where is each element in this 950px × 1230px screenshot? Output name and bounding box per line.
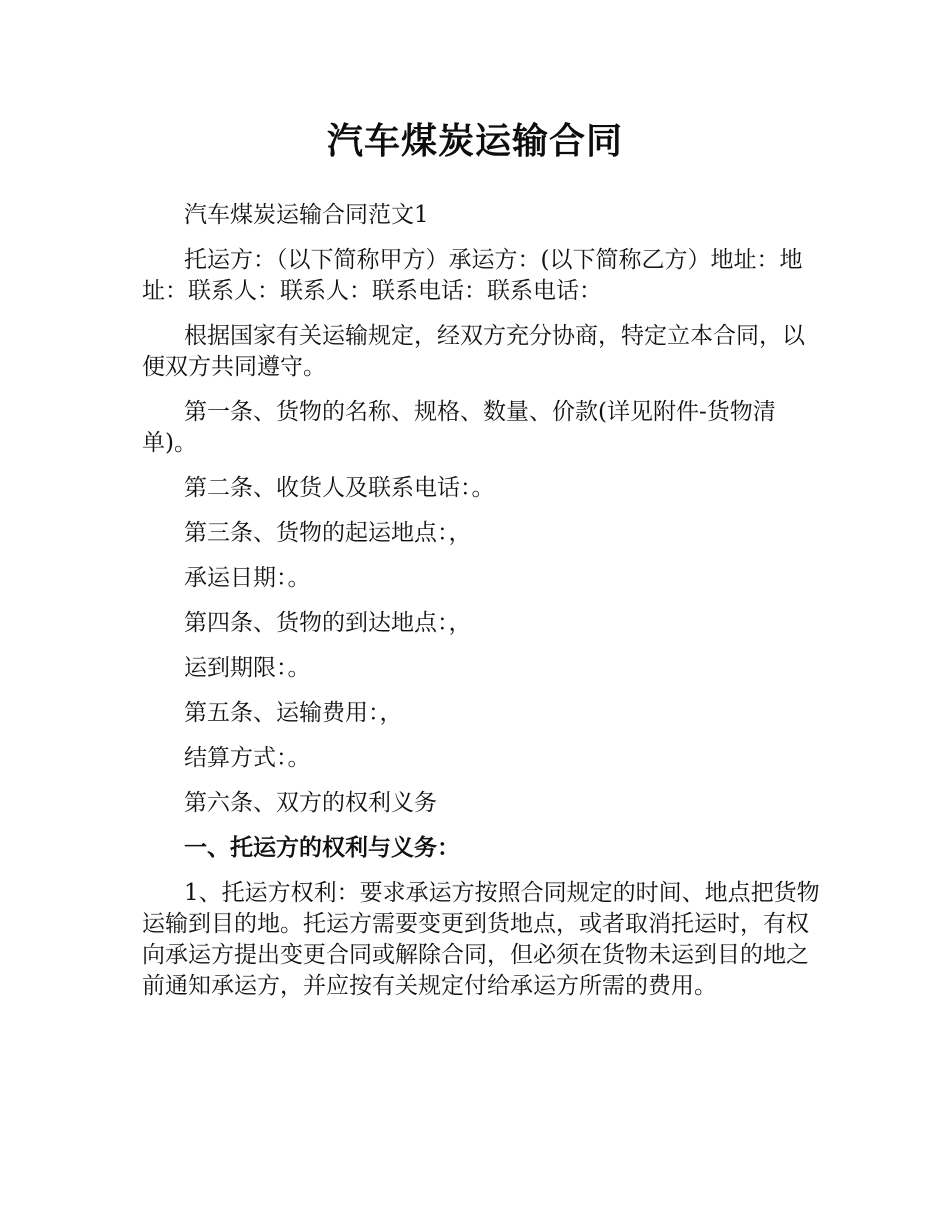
paragraph-heading-sample: 汽车煤炭运输合同范文1 (184, 202, 429, 228)
paragraph-article-6: 第六条、双方的权利义务 (184, 790, 437, 816)
section-heading-shipper: 一、托运方的权利与义务： (184, 835, 460, 861)
paragraph-delivery-period: 运到期限：。 (184, 655, 311, 681)
paragraph-parties: 托运方：（以下简称甲方）承运方：(以下简称乙方）地址：地址：联系人：联系人：联系电话：联系电话： (142, 247, 803, 304)
paragraph-settlement: 结算方式：。 (184, 745, 311, 771)
paragraph-article-2: 第二条、收货人及联系电话：。 (184, 475, 495, 501)
paragraph-article-3: 第三条、货物的起运地点：， (184, 520, 472, 546)
paragraph-preamble: 根据国家有关运输规定，经双方充分协商，特定立本合同，以便双方共同遵守。 (142, 323, 805, 380)
document-title: 汽车煤炭运输合同 (326, 121, 623, 162)
paragraph-article-4: 第四条、货物的到达地点：， (184, 610, 472, 636)
paragraph-shipping-date: 承运日期：。 (184, 565, 311, 591)
paragraph-article-5: 第五条、运输费用：， (184, 700, 403, 726)
paragraph-shipper-rights: 1、托运方权利：要求承运方按照合同规定的时间、地点把货物运输到目的地。托运方需要变更到货地点，或者取消托运时，有权向承运方提出变更合同或解除合同，但必须在货物未运到目的地之前通知承运方，并应按有关规定付给承运方所需的费用。 (142, 880, 820, 999)
paragraph-article-1: 第一条、货物的名称、规格、数量、价款(详见附件-货物清单)。 (142, 399, 776, 456)
document-body (142, 200, 822, 1016)
